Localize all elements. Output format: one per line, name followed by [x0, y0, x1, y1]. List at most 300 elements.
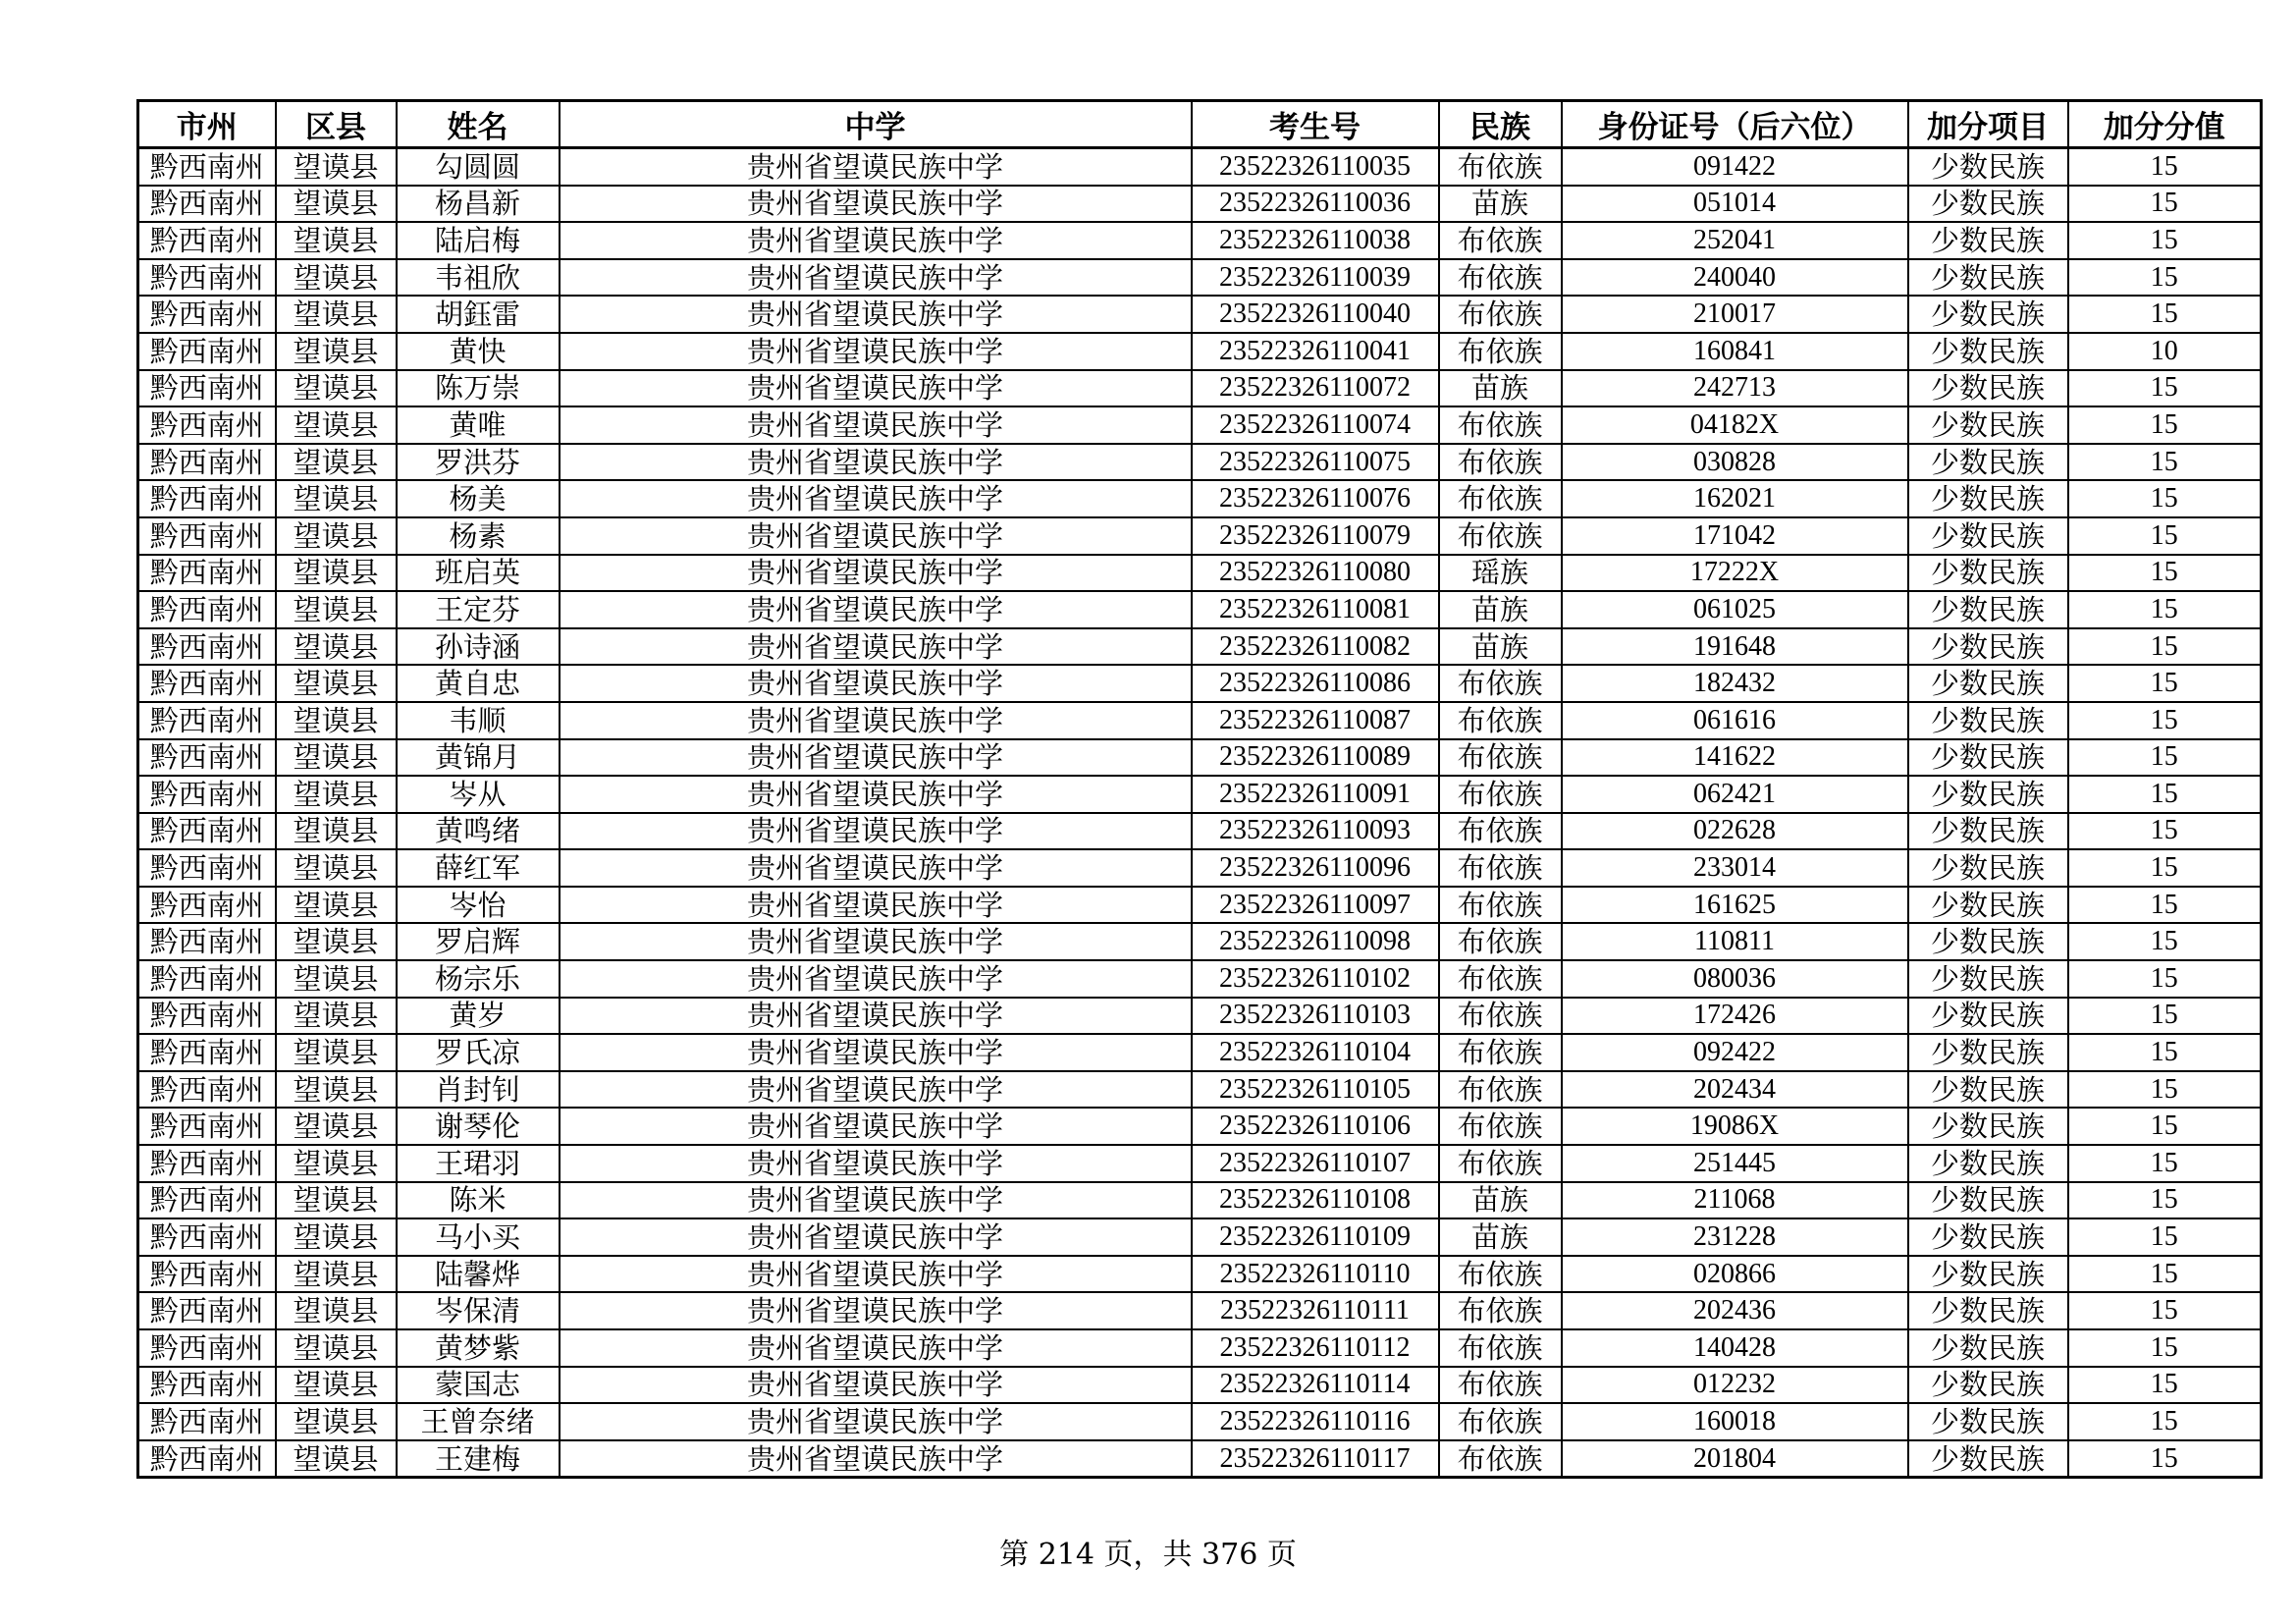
table-row — [138, 370, 2262, 407]
cell-school: 贵州省望谟民族中学 — [560, 370, 1192, 407]
cell-id-last-six: 211068 — [1562, 1182, 1908, 1219]
cell-bonus-points: 15 — [2068, 1145, 2262, 1182]
cell-exam-number: 23522326110075 — [1192, 444, 1439, 481]
header-bonus-points: 加分分值 — [2068, 101, 2262, 148]
cell-ethnicity: 布依族 — [1439, 776, 1562, 813]
table-row — [138, 1182, 2262, 1219]
cell-bonus-item: 少数民族 — [1908, 960, 2068, 998]
cell-exam-number: 23522326110108 — [1192, 1182, 1439, 1219]
cell-bonus-points: 15 — [2068, 148, 2262, 186]
cell-name: 薛红军 — [397, 849, 560, 887]
cell-bonus-points: 15 — [2068, 1218, 2262, 1256]
cell-bonus-item: 少数民族 — [1908, 665, 2068, 702]
cell-exam-number: 23522326110040 — [1192, 296, 1439, 333]
cell-exam-number: 23522326110107 — [1192, 1145, 1439, 1182]
cell-exam-number: 23522326110089 — [1192, 739, 1439, 777]
cell-id-last-six: 092422 — [1562, 1034, 1908, 1071]
cell-exam-number: 23522326110114 — [1192, 1367, 1439, 1404]
cell-bonus-item: 少数民族 — [1908, 1329, 2068, 1367]
cell-ethnicity: 布依族 — [1439, 813, 1562, 850]
table-row — [138, 555, 2262, 592]
cell-bonus-item: 少数民族 — [1908, 1256, 2068, 1293]
cell-city: 黔西南州 — [138, 739, 276, 777]
cell-bonus-item: 少数民族 — [1908, 296, 2068, 333]
cell-bonus-item: 少数民族 — [1908, 186, 2068, 223]
cell-school: 贵州省望谟民族中学 — [560, 333, 1192, 370]
cell-name: 陆馨烨 — [397, 1256, 560, 1293]
cell-name: 韦顺 — [397, 702, 560, 739]
cell-ethnicity: 布依族 — [1439, 296, 1562, 333]
cell-city: 黔西南州 — [138, 776, 276, 813]
cell-id-last-six: 162021 — [1562, 480, 1908, 517]
table-row — [138, 923, 2262, 960]
cell-bonus-points: 15 — [2068, 1108, 2262, 1145]
cell-ethnicity: 布依族 — [1439, 148, 1562, 186]
cell-exam-number: 23522326110096 — [1192, 849, 1439, 887]
header-exam-number: 考生号 — [1192, 101, 1439, 148]
cell-ethnicity: 布依族 — [1439, 1071, 1562, 1109]
cell-exam-number: 23522326110072 — [1192, 370, 1439, 407]
table-row — [138, 1108, 2262, 1145]
cell-exam-number: 23522326110106 — [1192, 1108, 1439, 1145]
cell-bonus-item: 少数民族 — [1908, 1108, 2068, 1145]
cell-bonus-points: 15 — [2068, 480, 2262, 517]
cell-city: 黔西南州 — [138, 702, 276, 739]
cell-exam-number: 23522326110079 — [1192, 517, 1439, 555]
cell-id-last-six: 030828 — [1562, 444, 1908, 481]
cell-ethnicity: 布依族 — [1439, 1034, 1562, 1071]
cell-exam-number: 23522326110097 — [1192, 887, 1439, 924]
cell-name: 黄鸣绪 — [397, 813, 560, 850]
cell-bonus-points: 15 — [2068, 444, 2262, 481]
cell-county: 望谟县 — [276, 813, 397, 850]
cell-bonus-points: 15 — [2068, 998, 2262, 1035]
cell-city: 黔西南州 — [138, 923, 276, 960]
cell-id-last-six: 240040 — [1562, 259, 1908, 297]
cell-ethnicity: 布依族 — [1439, 1145, 1562, 1182]
cell-name: 肖封钊 — [397, 1071, 560, 1109]
cell-bonus-item: 少数民族 — [1908, 776, 2068, 813]
cell-school: 贵州省望谟民族中学 — [560, 887, 1192, 924]
cell-ethnicity: 布依族 — [1439, 1440, 1562, 1478]
cell-school: 贵州省望谟民族中学 — [560, 628, 1192, 666]
cell-ethnicity: 布依族 — [1439, 702, 1562, 739]
cell-city: 黔西南州 — [138, 628, 276, 666]
cell-school: 贵州省望谟民族中学 — [560, 186, 1192, 223]
cell-school: 贵州省望谟民族中学 — [560, 1182, 1192, 1219]
cell-school: 贵州省望谟民族中学 — [560, 406, 1192, 444]
cell-bonus-item: 少数民族 — [1908, 739, 2068, 777]
cell-id-last-six: 061025 — [1562, 591, 1908, 628]
cell-school: 贵州省望谟民族中学 — [560, 1440, 1192, 1478]
cell-bonus-points: 15 — [2068, 849, 2262, 887]
table-row — [138, 148, 2262, 186]
cell-name: 谢琴伦 — [397, 1108, 560, 1145]
cell-bonus-points: 15 — [2068, 960, 2262, 998]
score-bonus-table — [136, 99, 2263, 1479]
cell-ethnicity: 苗族 — [1439, 1182, 1562, 1219]
cell-county: 望谟县 — [276, 1108, 397, 1145]
cell-ethnicity: 苗族 — [1439, 1218, 1562, 1256]
cell-exam-number: 23522326110035 — [1192, 148, 1439, 186]
cell-exam-number: 23522326110102 — [1192, 960, 1439, 998]
cell-county: 望谟县 — [276, 222, 397, 259]
cell-id-last-six: 202434 — [1562, 1071, 1908, 1109]
cell-county: 望谟县 — [276, 591, 397, 628]
cell-school: 贵州省望谟民族中学 — [560, 480, 1192, 517]
cell-bonus-points: 15 — [2068, 259, 2262, 297]
cell-county: 望谟县 — [276, 480, 397, 517]
cell-id-last-six: 242713 — [1562, 370, 1908, 407]
cell-county: 望谟县 — [276, 1292, 397, 1329]
cell-ethnicity: 瑶族 — [1439, 555, 1562, 592]
cell-exam-number: 23522326110091 — [1192, 776, 1439, 813]
cell-city: 黔西南州 — [138, 296, 276, 333]
cell-bonus-points: 15 — [2068, 370, 2262, 407]
cell-name: 黄自忠 — [397, 665, 560, 702]
table-row — [138, 1218, 2262, 1256]
cell-bonus-item: 少数民族 — [1908, 517, 2068, 555]
cell-bonus-item: 少数民族 — [1908, 259, 2068, 297]
cell-name: 杨昌新 — [397, 186, 560, 223]
cell-bonus-points: 15 — [2068, 1256, 2262, 1293]
cell-city: 黔西南州 — [138, 813, 276, 850]
cell-county: 望谟县 — [276, 1367, 397, 1404]
cell-id-last-six: 251445 — [1562, 1145, 1908, 1182]
table-row — [138, 702, 2262, 739]
cell-county: 望谟县 — [276, 555, 397, 592]
cell-county: 望谟县 — [276, 259, 397, 297]
cell-city: 黔西南州 — [138, 998, 276, 1035]
cell-name: 罗洪芬 — [397, 444, 560, 481]
cell-exam-number: 23522326110087 — [1192, 702, 1439, 739]
cell-ethnicity: 布依族 — [1439, 923, 1562, 960]
cell-exam-number: 23522326110093 — [1192, 813, 1439, 850]
cell-name: 陈米 — [397, 1182, 560, 1219]
cell-name: 杨美 — [397, 480, 560, 517]
cell-bonus-points: 15 — [2068, 702, 2262, 739]
cell-name: 岑怡 — [397, 887, 560, 924]
cell-ethnicity: 苗族 — [1439, 591, 1562, 628]
cell-county: 望谟县 — [276, 1440, 397, 1478]
cell-id-last-six: 160018 — [1562, 1403, 1908, 1440]
cell-ethnicity: 布依族 — [1439, 1367, 1562, 1404]
table-row — [138, 739, 2262, 777]
cell-exam-number: 23522326110076 — [1192, 480, 1439, 517]
cell-id-last-six: 080036 — [1562, 960, 1908, 998]
cell-bonus-item: 少数民族 — [1908, 148, 2068, 186]
cell-ethnicity: 布依族 — [1439, 333, 1562, 370]
header-ethnicity: 民族 — [1439, 101, 1562, 148]
cell-bonus-item: 少数民族 — [1908, 591, 2068, 628]
cell-city: 黔西南州 — [138, 406, 276, 444]
cell-city: 黔西南州 — [138, 849, 276, 887]
cell-exam-number: 23522326110103 — [1192, 998, 1439, 1035]
cell-bonus-item: 少数民族 — [1908, 480, 2068, 517]
cell-city: 黔西南州 — [138, 1145, 276, 1182]
cell-exam-number: 23522326110112 — [1192, 1329, 1439, 1367]
cell-bonus-item: 少数民族 — [1908, 222, 2068, 259]
cell-county: 望谟县 — [276, 148, 397, 186]
cell-bonus-item: 少数民族 — [1908, 1034, 2068, 1071]
cell-school: 贵州省望谟民族中学 — [560, 148, 1192, 186]
cell-school: 贵州省望谟民族中学 — [560, 998, 1192, 1035]
cell-name: 黄梦紫 — [397, 1329, 560, 1367]
table-row — [138, 1256, 2262, 1293]
header-row — [138, 101, 2262, 148]
cell-school: 贵州省望谟民族中学 — [560, 923, 1192, 960]
cell-exam-number: 23522326110111 — [1192, 1292, 1439, 1329]
cell-county: 望谟县 — [276, 1218, 397, 1256]
cell-ethnicity: 布依族 — [1439, 406, 1562, 444]
cell-city: 黔西南州 — [138, 1218, 276, 1256]
cell-name: 岑保清 — [397, 1292, 560, 1329]
cell-name: 王曾奈绪 — [397, 1403, 560, 1440]
cell-bonus-points: 15 — [2068, 923, 2262, 960]
cell-name: 黄快 — [397, 333, 560, 370]
cell-bonus-points: 15 — [2068, 1292, 2262, 1329]
cell-bonus-points: 15 — [2068, 1403, 2262, 1440]
table-row — [138, 186, 2262, 223]
cell-city: 黔西南州 — [138, 1403, 276, 1440]
cell-county: 望谟县 — [276, 1329, 397, 1367]
cell-id-last-six: 160841 — [1562, 333, 1908, 370]
cell-county: 望谟县 — [276, 702, 397, 739]
cell-id-last-six: 110811 — [1562, 923, 1908, 960]
table-row — [138, 1071, 2262, 1109]
table-row — [138, 517, 2262, 555]
cell-school: 贵州省望谟民族中学 — [560, 222, 1192, 259]
cell-bonus-points: 15 — [2068, 665, 2262, 702]
cell-name: 王建梅 — [397, 1440, 560, 1478]
cell-name: 黄岁 — [397, 998, 560, 1035]
cell-school: 贵州省望谟民族中学 — [560, 1256, 1192, 1293]
cell-bonus-item: 少数民族 — [1908, 998, 2068, 1035]
cell-city: 黔西南州 — [138, 1367, 276, 1404]
cell-id-last-six: 022628 — [1562, 813, 1908, 850]
cell-county: 望谟县 — [276, 1256, 397, 1293]
cell-exam-number: 23522326110082 — [1192, 628, 1439, 666]
cell-bonus-points: 15 — [2068, 517, 2262, 555]
cell-county: 望谟县 — [276, 665, 397, 702]
cell-city: 黔西南州 — [138, 1108, 276, 1145]
cell-bonus-item: 少数民族 — [1908, 555, 2068, 592]
cell-name: 胡鈺雷 — [397, 296, 560, 333]
cell-school: 贵州省望谟民族中学 — [560, 555, 1192, 592]
cell-id-last-six: 182432 — [1562, 665, 1908, 702]
header-school: 中学 — [560, 101, 1192, 148]
cell-ethnicity: 布依族 — [1439, 1256, 1562, 1293]
cell-bonus-points: 15 — [2068, 222, 2262, 259]
cell-bonus-points: 15 — [2068, 1367, 2262, 1404]
cell-city: 黔西南州 — [138, 1329, 276, 1367]
table-row — [138, 259, 2262, 297]
table-body — [138, 148, 2262, 1478]
cell-ethnicity: 布依族 — [1439, 222, 1562, 259]
cell-school: 贵州省望谟民族中学 — [560, 1108, 1192, 1145]
table-row — [138, 222, 2262, 259]
cell-name: 黄锦月 — [397, 739, 560, 777]
cell-ethnicity: 布依族 — [1439, 1403, 1562, 1440]
cell-school: 贵州省望谟民族中学 — [560, 517, 1192, 555]
cell-exam-number: 23522326110041 — [1192, 333, 1439, 370]
cell-school: 贵州省望谟民族中学 — [560, 702, 1192, 739]
table-row — [138, 333, 2262, 370]
cell-bonus-item: 少数民族 — [1908, 1403, 2068, 1440]
cell-school: 贵州省望谟民族中学 — [560, 960, 1192, 998]
cell-county: 望谟县 — [276, 1182, 397, 1219]
cell-bonus-item: 少数民族 — [1908, 628, 2068, 666]
cell-exam-number: 23522326110109 — [1192, 1218, 1439, 1256]
page-number: 第 214 页，共 376 页 — [999, 1538, 1297, 1572]
header-id-last-six: 身份证号（后六位） — [1562, 101, 1908, 148]
cell-ethnicity: 布依族 — [1439, 960, 1562, 998]
cell-id-last-six: 020866 — [1562, 1256, 1908, 1293]
cell-ethnicity: 布依族 — [1439, 998, 1562, 1035]
cell-bonus-points: 15 — [2068, 1182, 2262, 1219]
cell-county: 望谟县 — [276, 776, 397, 813]
cell-bonus-item: 少数民族 — [1908, 923, 2068, 960]
cell-name: 勾圆圆 — [397, 148, 560, 186]
cell-county: 望谟县 — [276, 444, 397, 481]
table-header — [138, 101, 2262, 148]
cell-bonus-item: 少数民族 — [1908, 1071, 2068, 1109]
cell-school: 贵州省望谟民族中学 — [560, 1071, 1192, 1109]
cell-exam-number: 23522326110038 — [1192, 222, 1439, 259]
cell-ethnicity: 布依族 — [1439, 517, 1562, 555]
table-row — [138, 849, 2262, 887]
cell-city: 黔西南州 — [138, 1071, 276, 1109]
cell-id-last-six: 012232 — [1562, 1367, 1908, 1404]
cell-county: 望谟县 — [276, 998, 397, 1035]
cell-county: 望谟县 — [276, 517, 397, 555]
cell-exam-number: 23522326110117 — [1192, 1440, 1439, 1478]
table-row — [138, 1403, 2262, 1440]
cell-bonus-points: 15 — [2068, 813, 2262, 850]
cell-county: 望谟县 — [276, 1145, 397, 1182]
cell-city: 黔西南州 — [138, 259, 276, 297]
cell-bonus-item: 少数民族 — [1908, 1145, 2068, 1182]
table-row — [138, 406, 2262, 444]
cell-bonus-item: 少数民族 — [1908, 1367, 2068, 1404]
cell-id-last-six: 202436 — [1562, 1292, 1908, 1329]
cell-bonus-points: 15 — [2068, 591, 2262, 628]
table-row — [138, 296, 2262, 333]
cell-county: 望谟县 — [276, 186, 397, 223]
cell-bonus-points: 15 — [2068, 406, 2262, 444]
cell-bonus-points: 15 — [2068, 296, 2262, 333]
cell-exam-number: 23522326110098 — [1192, 923, 1439, 960]
cell-name: 岑从 — [397, 776, 560, 813]
cell-city: 黔西南州 — [138, 887, 276, 924]
cell-city: 黔西南州 — [138, 1292, 276, 1329]
cell-name: 马小买 — [397, 1218, 560, 1256]
cell-id-last-six: 191648 — [1562, 628, 1908, 666]
cell-exam-number: 23522326110081 — [1192, 591, 1439, 628]
cell-ethnicity: 布依族 — [1439, 849, 1562, 887]
cell-ethnicity: 布依族 — [1439, 480, 1562, 517]
cell-county: 望谟县 — [276, 739, 397, 777]
cell-ethnicity: 布依族 — [1439, 665, 1562, 702]
table-row — [138, 1034, 2262, 1071]
cell-bonus-points: 10 — [2068, 333, 2262, 370]
cell-school: 贵州省望谟民族中学 — [560, 1145, 1192, 1182]
cell-city: 黔西南州 — [138, 1256, 276, 1293]
cell-ethnicity: 布依族 — [1439, 1292, 1562, 1329]
cell-bonus-item: 少数民族 — [1908, 444, 2068, 481]
table-row — [138, 813, 2262, 850]
cell-bonus-points: 15 — [2068, 1329, 2262, 1367]
header-bonus-item: 加分项目 — [1908, 101, 2068, 148]
cell-city: 黔西南州 — [138, 665, 276, 702]
cell-bonus-points: 15 — [2068, 739, 2262, 777]
table-row — [138, 628, 2262, 666]
cell-city: 黔西南州 — [138, 1182, 276, 1219]
cell-bonus-points: 15 — [2068, 1440, 2262, 1478]
cell-id-last-six: 141622 — [1562, 739, 1908, 777]
cell-city: 黔西南州 — [138, 480, 276, 517]
cell-name: 黄唯 — [397, 406, 560, 444]
cell-bonus-item: 少数民族 — [1908, 1218, 2068, 1256]
cell-name: 罗氏凉 — [397, 1034, 560, 1071]
cell-id-last-six: 140428 — [1562, 1329, 1908, 1367]
table-row — [138, 1440, 2262, 1478]
table-row — [138, 998, 2262, 1035]
cell-school: 贵州省望谟民族中学 — [560, 1403, 1192, 1440]
cell-ethnicity: 布依族 — [1439, 259, 1562, 297]
table-row — [138, 887, 2262, 924]
cell-county: 望谟县 — [276, 1403, 397, 1440]
cell-county: 望谟县 — [276, 296, 397, 333]
table-row — [138, 1292, 2262, 1329]
cell-bonus-points: 15 — [2068, 628, 2262, 666]
cell-name: 王定芬 — [397, 591, 560, 628]
cell-bonus-points: 15 — [2068, 186, 2262, 223]
cell-bonus-item: 少数民族 — [1908, 1440, 2068, 1478]
cell-name: 陆启梅 — [397, 222, 560, 259]
cell-bonus-item: 少数民族 — [1908, 849, 2068, 887]
cell-id-last-six: 172426 — [1562, 998, 1908, 1035]
cell-name: 班启英 — [397, 555, 560, 592]
cell-id-last-six: 201804 — [1562, 1440, 1908, 1478]
cell-school: 贵州省望谟民族中学 — [560, 1292, 1192, 1329]
cell-bonus-points: 15 — [2068, 1071, 2262, 1109]
cell-bonus-points: 15 — [2068, 1034, 2262, 1071]
header-county: 区县 — [276, 101, 397, 148]
cell-exam-number: 23522326110074 — [1192, 406, 1439, 444]
cell-school: 贵州省望谟民族中学 — [560, 1034, 1192, 1071]
cell-id-last-six: 233014 — [1562, 849, 1908, 887]
cell-school: 贵州省望谟民族中学 — [560, 665, 1192, 702]
cell-name: 陈万崇 — [397, 370, 560, 407]
cell-exam-number: 23522326110080 — [1192, 555, 1439, 592]
table-row — [138, 1367, 2262, 1404]
cell-exam-number: 23522326110105 — [1192, 1071, 1439, 1109]
cell-school: 贵州省望谟民族中学 — [560, 259, 1192, 297]
cell-bonus-points: 15 — [2068, 776, 2262, 813]
table-row — [138, 480, 2262, 517]
cell-id-last-six: 171042 — [1562, 517, 1908, 555]
cell-ethnicity: 布依族 — [1439, 444, 1562, 481]
cell-city: 黔西南州 — [138, 555, 276, 592]
cell-county: 望谟县 — [276, 370, 397, 407]
cell-exam-number: 23522326110104 — [1192, 1034, 1439, 1071]
cell-county: 望谟县 — [276, 1034, 397, 1071]
cell-bonus-points: 15 — [2068, 887, 2262, 924]
cell-county: 望谟县 — [276, 333, 397, 370]
cell-school: 贵州省望谟民族中学 — [560, 1218, 1192, 1256]
cell-city: 黔西南州 — [138, 148, 276, 186]
